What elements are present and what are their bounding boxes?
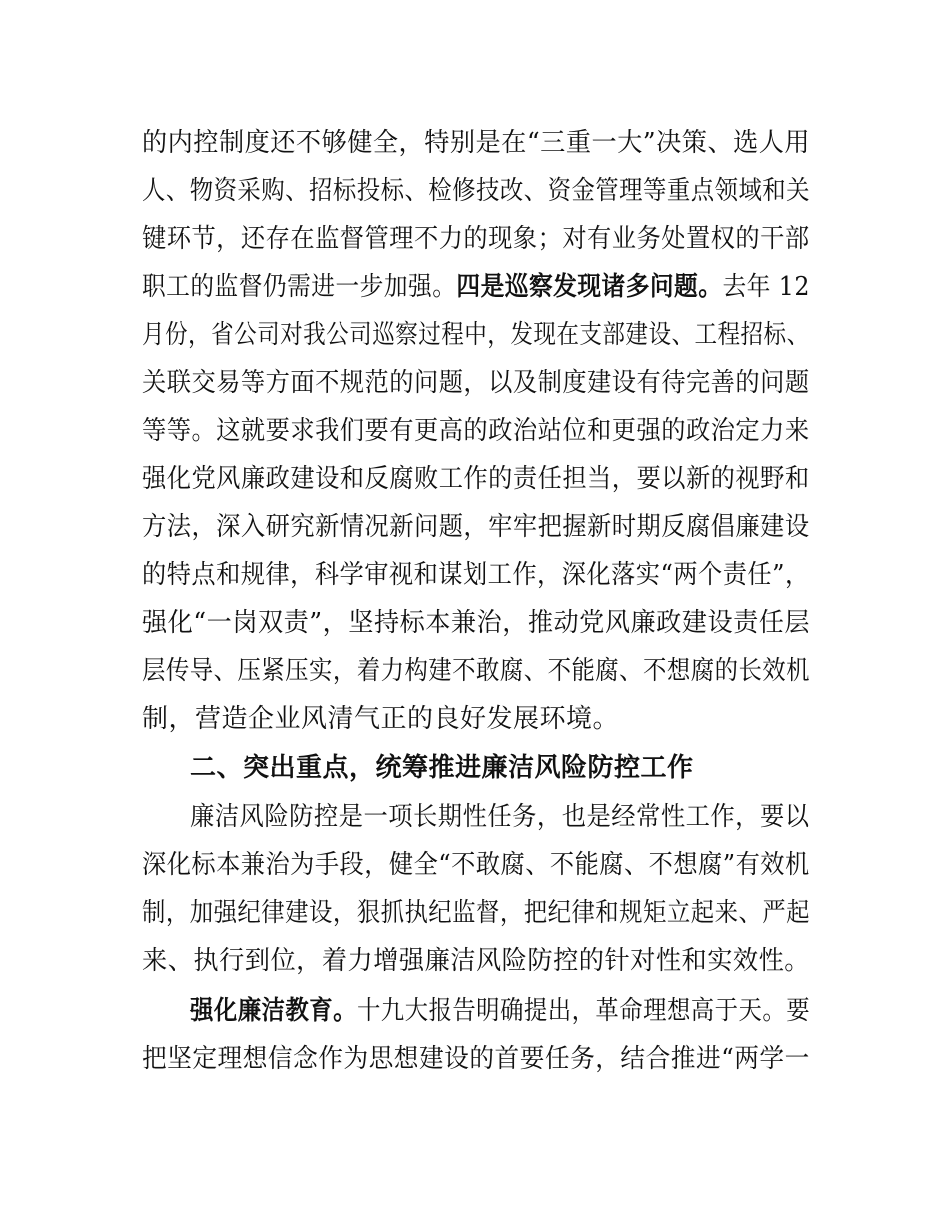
- text-line-16: 制，加强纪律建设，狠抓执纪监督，把纪律和规矩立起来、严起: [142, 898, 811, 928]
- text-line-15: 深化标本兼治为手段，健全“不敢腐、不能腐、不想腐”有效机: [142, 850, 810, 880]
- text-line-19: 把坚定理想信念作为思想建设的首要任务，结合推进“两学一: [142, 1044, 810, 1074]
- text-line-1: 的内控制度还不够健全，特别是在“三重一大”决策、选人用: [142, 128, 811, 158]
- bold-run-education: 强化廉洁教育。: [190, 996, 357, 1026]
- text-line-4-start: 职工的监督仍需进一步加强。: [142, 272, 457, 302]
- text-line-9: 方法，深入研究新情况新问题，牢牢把握新时期反腐倡廉建设: [142, 512, 810, 542]
- bold-run-inspection: 四是巡察发现诸多问题。: [456, 272, 723, 302]
- text-line-12: 层传导、压紧压实，着力构建不敢腐、不能腐、不想腐的长效机: [142, 656, 811, 686]
- text-line-11: 强化“一岗双责”，坚持标本兼治，推动党风廉政建设责任层: [142, 608, 811, 638]
- text-line-4-end: 去年 12: [722, 272, 810, 302]
- text-line-8: 强化党风廉政建设和反腐败工作的责任担当，要以新的视野和: [142, 464, 810, 494]
- text-line-6: 关联交易等方面不规范的问题，以及制度建设有待完善的问题: [142, 368, 810, 398]
- text-line-17: 来、执行到位，着力增强廉洁风险防控的针对性和实效性。: [142, 946, 811, 976]
- text-line-10: 的特点和规律，科学审视和谋划工作，深化落实“两个责任”，: [142, 560, 810, 590]
- text-line-13: 制，营造企业风清气正的良好发展环境。: [142, 704, 620, 734]
- text-line-18-end: 十九大报告明确提出，革命理想高于天。要: [356, 996, 811, 1026]
- text-line-7: 等等。这就要求我们要有更高的政治站位和更强的政治定力来: [142, 416, 810, 446]
- text-line-18: [190, 993, 810, 1029]
- text-line-5: 月份，省公司对我公司巡察过程中，发现在支部建设、工程招标、: [142, 320, 810, 350]
- text-line-14: 廉洁风险防控是一项长期性任务，也是经常性工作，要以: [190, 802, 810, 832]
- section-heading: 二、突出重点，统筹推进廉洁风险防控工作: [190, 753, 694, 783]
- text-line-3: 键环节，还存在监督管理不力的现象；对有业务处置权的干部: [142, 224, 810, 254]
- text-line-2: 人、物资采购、招标投标、检修技改、资金管理等重点领域和关: [142, 176, 811, 206]
- text-line-4: [142, 269, 810, 305]
